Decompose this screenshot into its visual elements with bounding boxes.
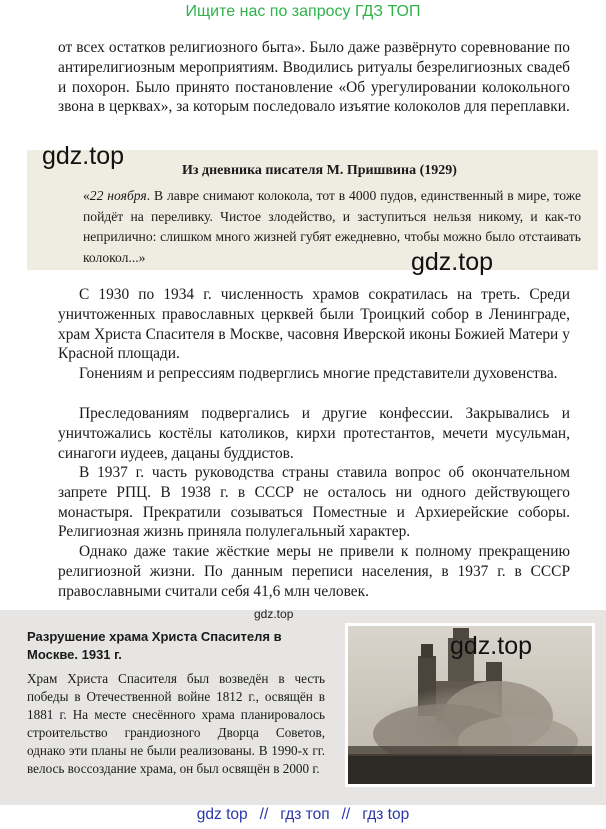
watermark-1: gdz.top	[42, 142, 125, 170]
footer-separator-2: //	[341, 806, 351, 823]
caption-text: Храм Христа Спасителя был возведён в честь победы в Отечественной войне 1812 г., освящён в 1881 г. На месте снесённого храма планировалось строительство грандиозного Дворца Советов, однако эти планы не были реализованы. В 1990-х гг. велось воссоздание храма, он был освящён в 2000 г.	[27, 671, 325, 776]
paragraph-intro: от всех остатков религиозного быта». Было даже развёрнуто соревнование по антирелигиозным мероприятиям. Вводились ритуалы безрелигиозных свадеб и похорон. Было принято постановление «Об урегулировании колокольного звона в церквах», за которым последовало изъятие колоколов для переплавки.	[58, 39, 570, 116]
diary-date: 22 ноября	[89, 188, 147, 203]
footer-link-gdz-top-mixed[interactable]: гдз top	[362, 806, 410, 823]
diary-quote-open: «	[83, 188, 90, 203]
paragraph-temples: С 1930 по 1934 г. численность храмов сократилась на треть. Среди уничтоженных православных церквей были Троицкий собор в Ленинграде, храм Христа Спасителя в Москве, часовня Иверской иконы Божией Матери у Красной площади.	[58, 286, 570, 363]
diary-quote	[83, 186, 581, 268]
watermark-4: gdz.top	[450, 632, 533, 660]
watermark-2: gdz.top	[411, 248, 494, 276]
paragraph-census: Однако даже такие жёсткие меры не привели к полному прекращению религиозной жизни. По данным переписи населения, в 1937 г. в СССР православными считали себя 41,6 млн человек.	[58, 543, 570, 600]
diary-title: Из дневника писателя М. Пришвина (1929)	[182, 163, 457, 178]
watermark-3: gdz.top	[254, 607, 294, 621]
paragraph-confessions: Преследованиям подвергались и другие конфессии. Закрывались и уничтожались костёлы католиков, кирхи протестантов, мечети мусульман, синагоги иудеев, дацаны буддистов.	[58, 405, 570, 462]
paragraph-repressions: Гонениям и репрессиям подверглись многие представители духовенства.	[79, 365, 558, 382]
footer-separator-1: //	[259, 806, 269, 823]
footer-link-gdz-top-ru[interactable]: гдз топ	[280, 806, 330, 823]
top-banner: Ищите нас по запросу ГДЗ ТОП	[185, 3, 421, 20]
caption-title: Разрушение храма Христа Спасителя в Москве. 1931 г.	[27, 629, 282, 662]
footer-link-gdz-top[interactable]: gdz top	[196, 806, 248, 823]
diary-quote-text: . В лавре снимают колокола, тот в 4000 пудов, единственный в мире, тоже пойдёт на переливку. Чистое злодейство, и заступиться нельзя никому, и как-то неприлично: слишком много жизней губят ежедневно, чтобы можно было отстаивать колокол...»	[83, 188, 582, 265]
footer-links	[0, 805, 606, 825]
paragraph-1937: В 1937 г. часть руководства страны ставила вопрос об окончательном запрете РПЦ. В 1938 г. в СССР не осталось ни одного действующего монастыря. Прекратили созываться Поместные и Архиерейские соборы. Религиозная жизнь приняла полулегальный характер.	[58, 464, 570, 541]
